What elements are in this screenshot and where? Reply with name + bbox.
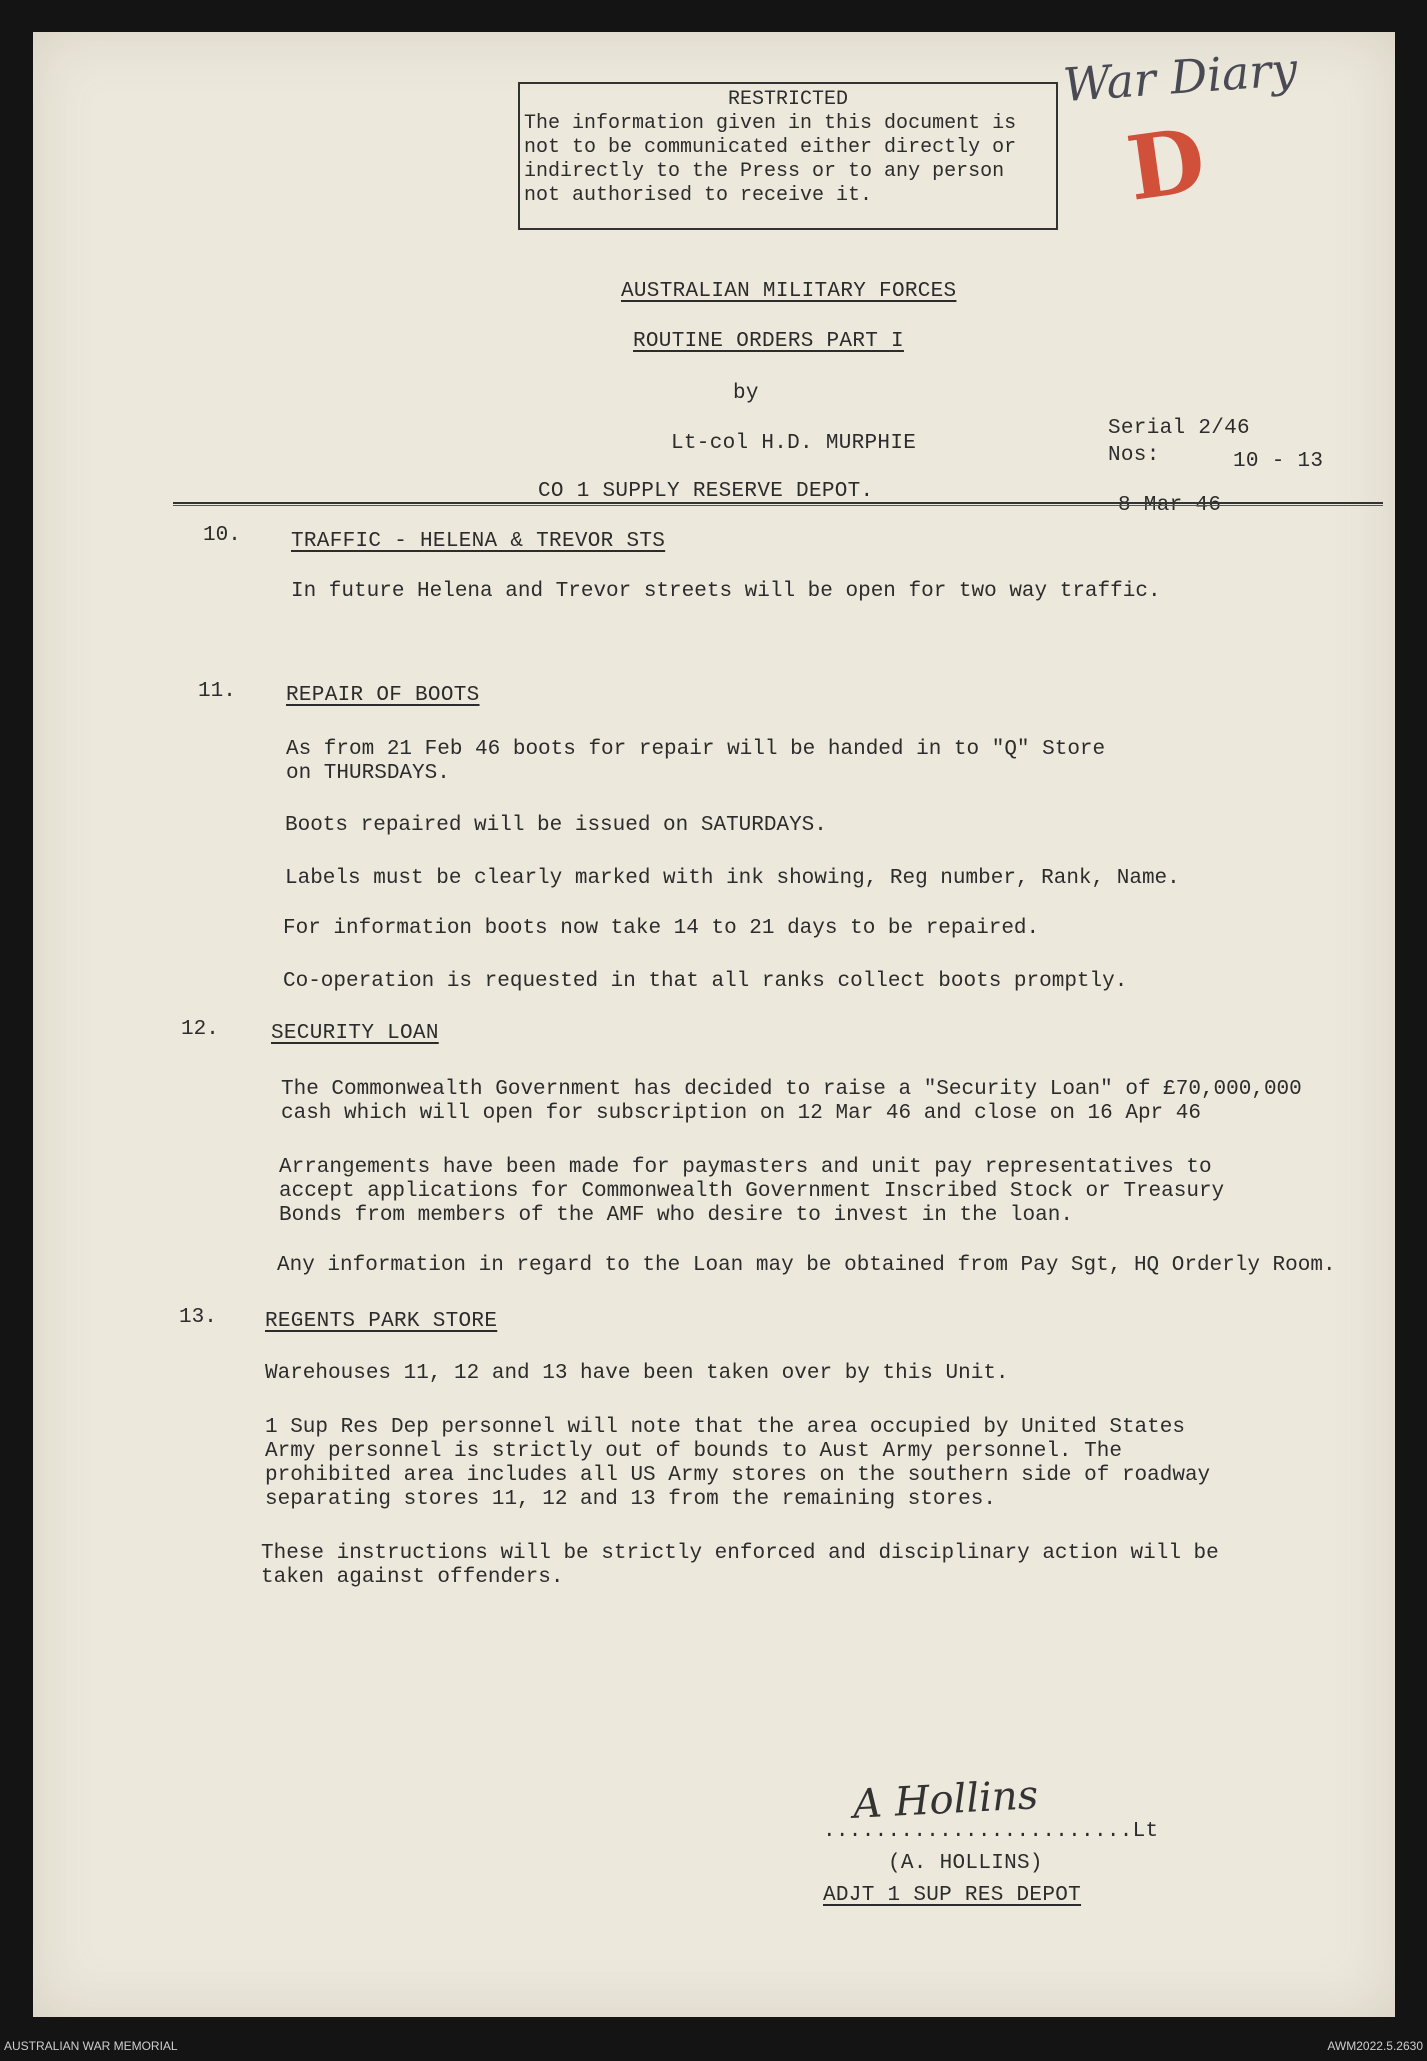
order-paragraph [261, 1542, 1219, 1590]
paragraph-line: Warehouses 11, 12 and 13 have been taken over by this Unit. [265, 1362, 1009, 1385]
paragraph-line: Arrangements have been made for paymasters and unit pay representatives to [279, 1156, 1212, 1179]
order-title: SECURITY LOAN [271, 1022, 439, 1045]
restricted-line: indirectly to the Press or to any person [524, 160, 1005, 183]
order-title: REGENTS PARK STORE [265, 1310, 498, 1333]
paragraph-line: The Commonwealth Government has decided to raise a "Security Loan" of £70,000,000 [281, 1078, 1302, 1101]
order-title: REPAIR OF BOOTS [286, 684, 480, 707]
paragraph-line: Any information in regard to the Loan may be obtained from Pay Sgt, HQ Orderly Room. [277, 1254, 1336, 1277]
handwritten-title: War Diary [1061, 41, 1299, 113]
paragraph-line: prohibited area includes all US Army stores on the southern side of roadway [265, 1464, 1211, 1487]
paragraph-line: Bonds from members of the AMF who desire to invest in the loan. [279, 1204, 1073, 1227]
order-paragraph [265, 1362, 1009, 1386]
order-paragraph [286, 738, 1105, 786]
order-number: 10. [203, 524, 241, 547]
order-title: TRAFFIC - HELENA & TREVOR STS [291, 530, 666, 553]
nos-value: 10 - 13 [1233, 450, 1324, 473]
nos-label: Nos: [1108, 444, 1160, 467]
document-page [33, 32, 1395, 2017]
paragraph-line: These instructions will be strictly enforced and disciplinary action will be [261, 1542, 1219, 1565]
paragraph-line: Boots repaired will be issued on SATURDAYS. [285, 814, 827, 837]
restricted-notice [518, 82, 1058, 230]
signature-line: ........................Lt [823, 1820, 1159, 1843]
paragraph-line: on THURSDAYS. [286, 762, 450, 785]
header-divider [173, 502, 1383, 504]
document-subtitle: ROUTINE ORDERS PART I [633, 330, 904, 353]
order-number: 12. [181, 1018, 219, 1041]
order-paragraph [285, 814, 827, 838]
order-paragraph [281, 1078, 1302, 1126]
order-paragraph [265, 1416, 1210, 1512]
handwritten-signature: A Hollins [851, 1772, 1040, 1828]
restricted-line: The information given in this document is [524, 112, 1017, 135]
header-divider-second [173, 505, 1383, 506]
order-number: 13. [179, 1306, 217, 1329]
paragraph-line: Labels must be clearly marked with ink showing, Reg number, Rank, Name. [285, 867, 1180, 890]
signatory-name: (A. HOLLINS) [888, 1852, 1043, 1875]
paragraph-line: 1 Sup Res Dep personnel will note that the area occupied by United States [265, 1416, 1185, 1439]
document-title: AUSTRALIAN MILITARY FORCES [621, 280, 957, 303]
paragraph-line: In future Helena and Trevor streets will be open for two way traffic. [291, 580, 1161, 603]
paragraph-line: accept applications for Commonwealth Government Inscribed Stock or Treasury [279, 1180, 1225, 1203]
paragraph-line: As from 21 Feb 46 boots for repair will be handed in to "Q" Store [286, 738, 1106, 761]
order-paragraph [291, 580, 1161, 604]
order-paragraph [283, 917, 1039, 941]
order-date: 8 Mar 46 [1118, 494, 1222, 517]
paragraph-line: cash which will open for subscription on 12 Mar 46 and close on 16 Apr 46 [281, 1102, 1201, 1125]
paragraph-line: Army personnel is strictly out of bounds to Aust Army personnel. The [265, 1440, 1122, 1463]
order-number: 11. [198, 680, 236, 703]
officer-name: Lt-col H.D. MURPHIE [671, 432, 917, 455]
signatory-position: ADJT 1 SUP RES DEPOT [823, 1884, 1082, 1907]
by-label: by [733, 382, 759, 405]
paragraph-line: separating stores 11, 12 and 13 from the remaining stores. [265, 1488, 996, 1511]
paragraph-line: Co-operation is requested in that all ranks collect boots promptly. [283, 970, 1128, 993]
red-annotation-mark: D [1121, 107, 1212, 221]
paragraph-line: taken against offenders. [261, 1566, 564, 1589]
order-paragraph [279, 1156, 1224, 1228]
restricted-heading: RESTRICTED [727, 88, 849, 111]
restricted-line: not authorised to receive it. [524, 184, 873, 207]
paragraph-line: For information boots now take 14 to 21 days to be repaired. [283, 917, 1040, 940]
order-paragraph [277, 1254, 1336, 1278]
footer-institution: AUSTRALIAN WAR MEMORIAL [4, 2039, 178, 2053]
order-paragraph [283, 970, 1127, 994]
restricted-line: not to be communicated either directly or [524, 136, 1017, 159]
serial-number: Serial 2/46 [1108, 417, 1250, 440]
order-paragraph [285, 867, 1180, 891]
footer-reference: AWM2022.5.2630 [1327, 2039, 1423, 2053]
unit-line: CO 1 SUPPLY RESERVE DEPOT. [538, 480, 874, 503]
